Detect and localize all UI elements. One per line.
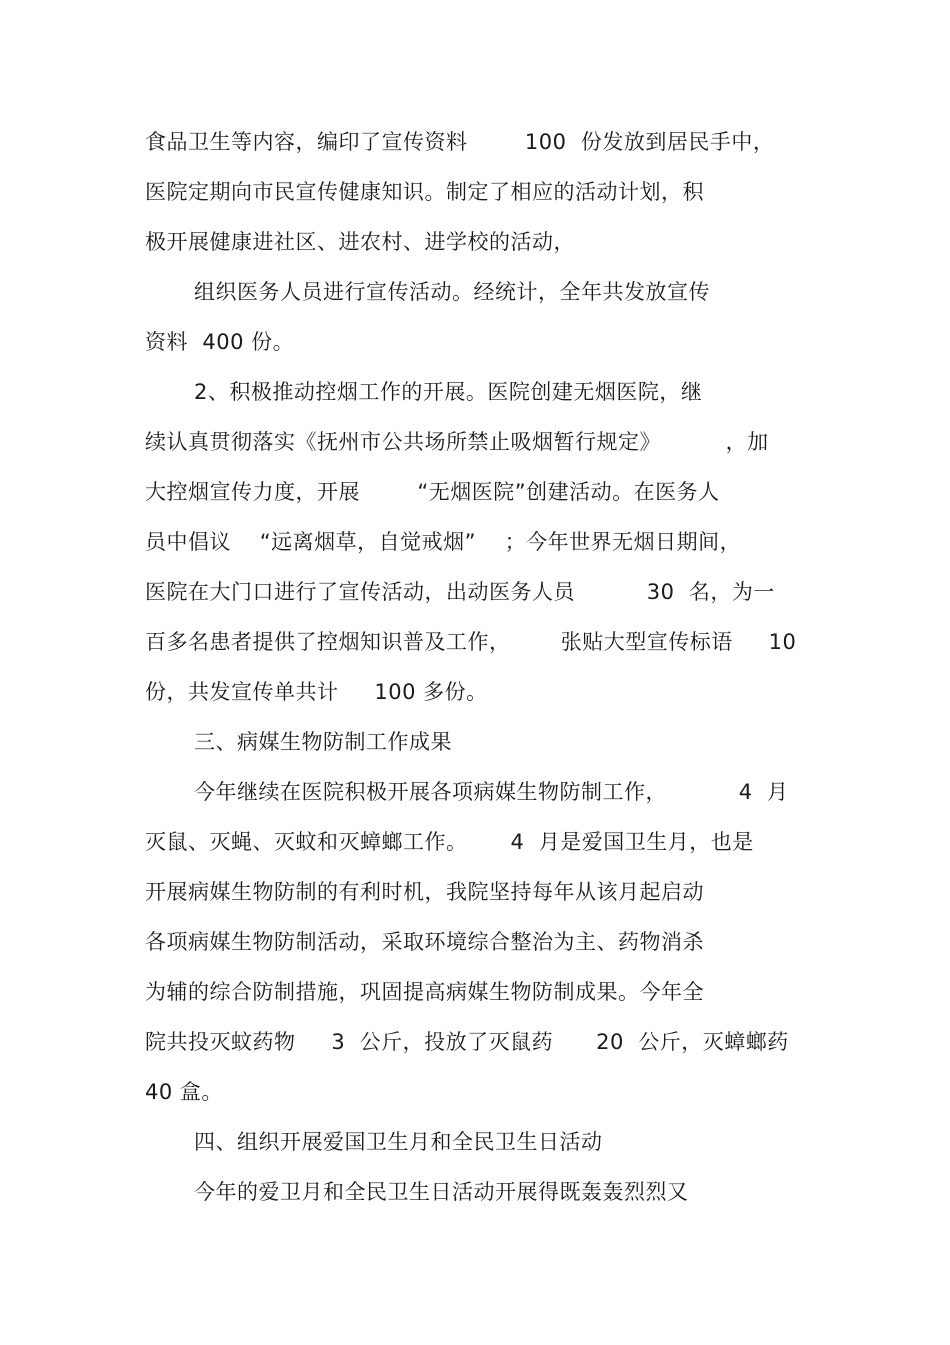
text-line: 续认真贯彻落实《抚州市公共场所禁止吸烟暂行规定》 ，加	[145, 430, 769, 454]
text-line: 开展病媒生物防制的有利时机，我院坚持每年从该月起启动	[145, 880, 704, 904]
text-line: 大控烟宣传力度，开展 “无烟医院”创建活动。在医务人	[145, 480, 720, 504]
text-line: 医院在大门口进行了宣传活动，出动医务人员 30 名，为一	[145, 580, 775, 604]
text-line: 员中倡议 “远离烟草，自觉戒烟” ；今年世界无烟日期间，	[145, 530, 742, 554]
text-line: 院共投灭蚊药物 3 公斤，投放了灭鼠药 20 公斤，灭蟑螂药	[145, 1030, 789, 1054]
text-line: 极开展健康进社区、进农村、进学校的活动，	[145, 230, 575, 254]
text-line: 份，共发宣传单共计 100 多份。	[145, 680, 488, 704]
text-line: 各项病媒生物防制活动，采取环境综合整治为主、药物消杀	[145, 930, 704, 954]
text-line: 今年继续在医院积极开展各项病媒生物防制工作， 4 月	[194, 780, 789, 804]
text-line: 为辅的综合防制措施，巩固提高病媒生物防制成果。今年全	[145, 980, 704, 1004]
section-heading: 四、组织开展爱国卫生月和全民卫生日活动	[194, 1130, 603, 1154]
section-heading: 三、病媒生物防制工作成果	[194, 730, 452, 754]
text-line: 灭鼠、灭蝇、灭蚊和灭蟑螂工作。 4 月是爱国卫生月，也是	[145, 830, 754, 854]
text-line: 食品卫生等内容，编印了宣传资料 100 份发放到居民手中，	[145, 130, 775, 154]
text-line: 医院定期向市民宣传健康知识。制定了相应的活动计划，积	[145, 180, 704, 204]
text-line: 40 盒。	[145, 1080, 223, 1104]
text-line: 组织医务人员进行宣传活动。经统计，全年共发放宣传	[194, 280, 710, 304]
text-line: 2、积极推动控烟工作的开展。医院创建无烟医院，继	[194, 380, 703, 404]
text-line: 资料 400 份。	[145, 330, 295, 354]
text-line: 今年的爱卫月和全民卫生日活动开展得既轰轰烈烈又	[194, 1180, 689, 1204]
text-line: 百多名患者提供了控烟知识普及工作， 张贴大型宣传标语 10	[145, 630, 797, 654]
